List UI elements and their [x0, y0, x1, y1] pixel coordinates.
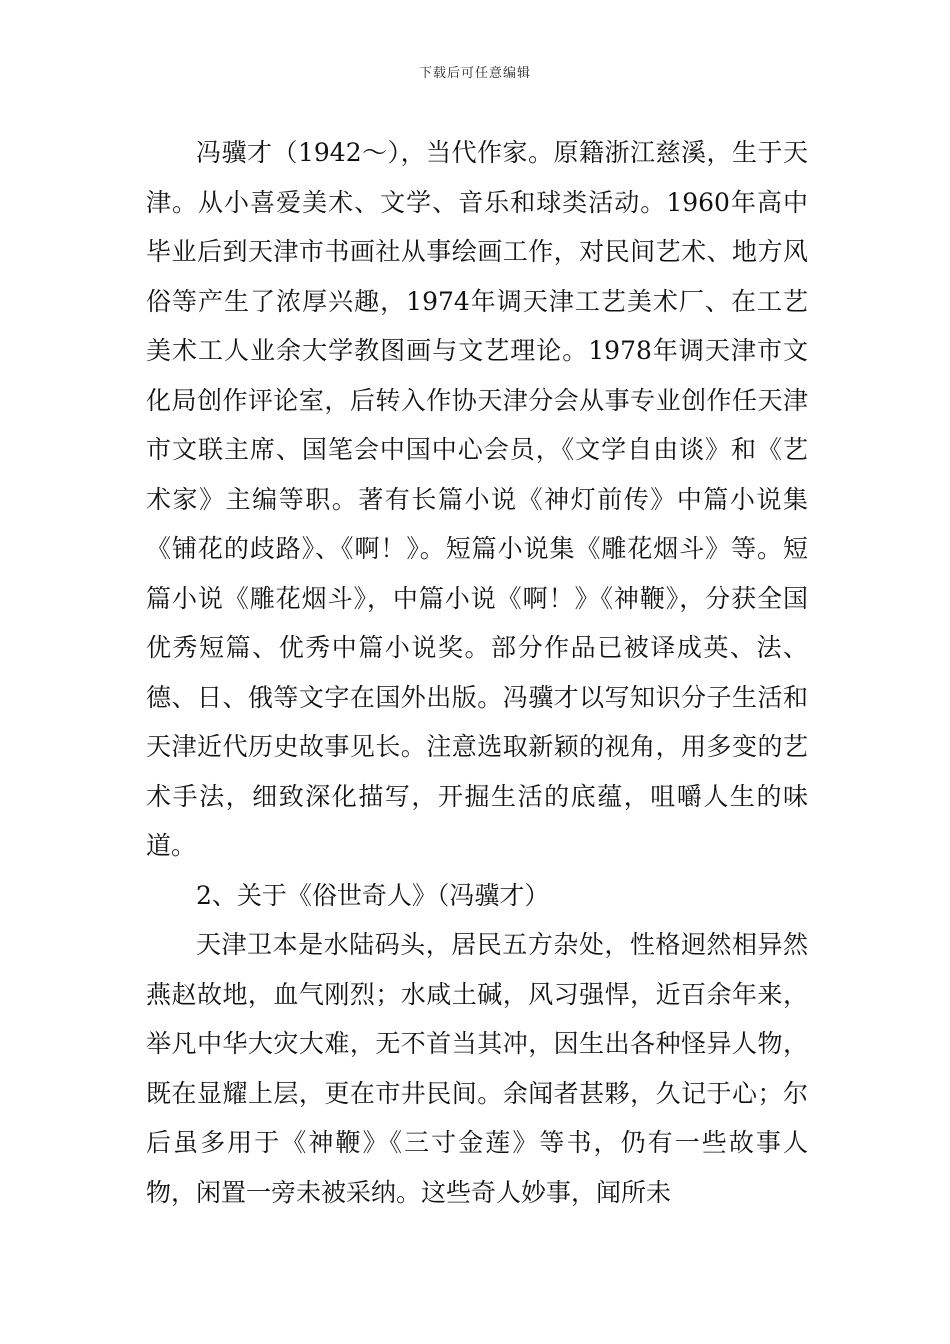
- paragraph-preface: 天津卫本是水陆码头，居民五方杂处，性格迥然相异然燕赵故地，血气刚烈；水咸土碱，风习强悍，近百余年来，举凡中华大灾大难，无不首当其冲，因生出各种怪异人物，既在显耀上层，更在市井民间。余闻者甚夥，久记于心；尔后虽多用于《神鞭》《三寸金莲》等书，仍有一些故事人物，闲置一旁未被采纳。这些奇人妙事，闻所未: [146, 930, 808, 1207]
- document-body: [146, 128, 808, 1217]
- paragraph-author-bio: 冯骥才（1942～），当代作家。原籍浙江慈溪，生于天津。从小喜爱美术、文学、音乐和球类活动。1960年高中毕业后到天津市书画社从事绘画工作，对民间艺术、地方风俗等产生了浓厚兴趣，1974年调天津工艺美术厂、在工艺美术工人业余大学教图画与文艺理论。1978年调天津市文化局创作评论室，后转入作协天津分会从事专业创作任天津市文联主席、国笔会中国中心会员，《文学自由谈》和《艺术家》主编等职。著有长篇小说《神灯前传》中篇小说集《铺花的歧路》、《啊！》。短篇小说集《雕花烟斗》等。短篇小说《雕花烟斗》，中篇小说《啊！》《神鞭》，分获全国优秀短篇、优秀中篇小说奖。部分作品已被译成英、法、德、日、俄等文字在国外出版。冯骥才以写知识分子生活和天津近代历史故事见长。注意选取新颖的视角，用多变的艺术手法，细致深化描写，开掘生活的底蕴，咀嚼人生的味道。: [146, 138, 808, 860]
- page-header: 下载后可任意编辑: [418, 66, 531, 81]
- paragraph-section-heading: 2、关于《俗世奇人》（冯骥才）: [196, 880, 550, 910]
